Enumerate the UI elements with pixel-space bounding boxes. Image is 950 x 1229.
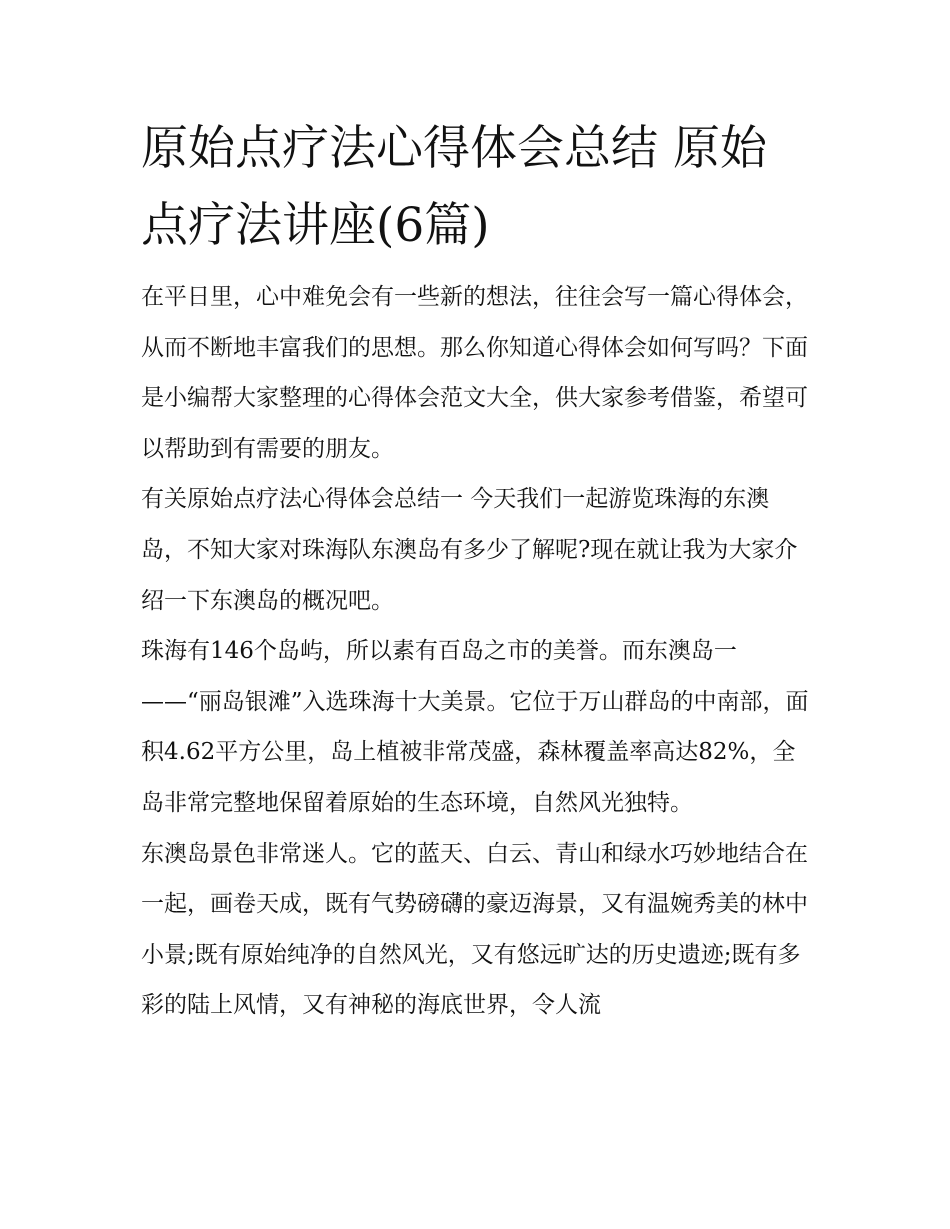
document-title: 原始点疗法心得体会总结 原始点疗法讲座(6篇): [141, 121, 767, 253]
paragraph-islands: 珠海有146个岛屿，所以素有百岛之市的美誉。而东澳岛一——“丽岛银滩”入选珠海十大美景。它位于万山群岛的中南部，面积4.62平方公里，岛上植被非常茂盛，森林覆盖率高达82%，全岛非常完整地保留着原始的生态环境，自然风光独特。: [141, 638, 809, 816]
paragraph-section-one-intro: 有关原始点疗法心得体会总结一 今天我们一起游览珠海的东澳岛，不知大家对珠海队东澳岛有多少了解呢?现在就让我为大家介绍一下东澳岛的概况吧。: [141, 486, 798, 614]
document-page: [141, 110, 813, 1031]
paragraph-scenery: 东澳岛景色非常迷人。它的蓝天、白云、青山和绿水巧妙地结合在一起，画卷天成，既有气势磅礴的豪迈海景，又有温婉秀美的林中小景;既有原始纯净的自然风光，又有悠远旷达的历史遗迹;既有多彩的陆上风情，又有神秘的海底世界，令人流: [141, 840, 808, 1019]
paragraph-intro: 在平日里，心中难免会有一些新的想法，往往会写一篇心得体会，从而不断地丰富我们的思想。那么你知道心得体会如何写吗？下面是小编帮大家整理的心得体会范文大全，供大家参考借鉴，希望可以帮助到有需要的朋友。: [141, 284, 808, 462]
